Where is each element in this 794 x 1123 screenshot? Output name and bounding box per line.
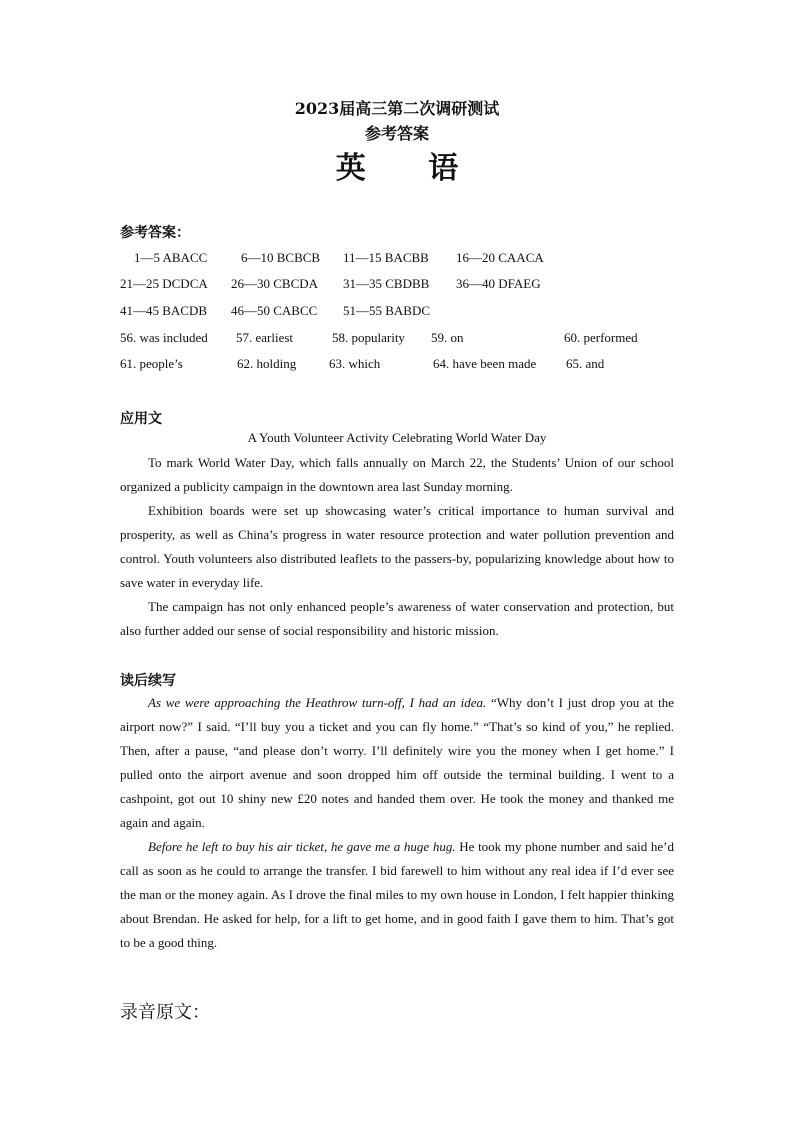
writing-heading: 应用文: [120, 411, 162, 427]
answer-item: 56. was included: [120, 330, 208, 345]
answer-item: 59. on: [431, 330, 464, 345]
answer-item: 62. holding: [237, 356, 297, 371]
writing-paragraph-1: To mark World Water Day, which falls annually on March 22, the Students’ Union of our school organized a publicity campaign in the downtown area last Sunday morning.: [120, 455, 674, 494]
answer-item: 64. have been made: [433, 356, 537, 371]
answer-group: 6—10 BCBCB: [241, 250, 321, 265]
subject-title: 英 语: [335, 151, 485, 186]
exam-title: 2023届高三第二次调研测试: [294, 99, 500, 118]
continuation-paragraph-2: [120, 835, 674, 955]
answer-group: 11—15 BACBB: [343, 250, 429, 265]
answer-group: 41—45 BACDB: [120, 303, 208, 318]
paragraph-text: “Why don’t I just drop you at the airport now?” I said. “I’ll buy you a ticket and you can fly home.” “That’s so kind of you,” he replied. Then, after a pause, “and please don’t worry. I’ll definitely wire you the money when I get home.” I pulled onto the airport avenue and soon dropped him off outside the terminal building. I went to a cashpoint, got out 10 shiny new £20 notes and handed them over. He took the money and thanked me again and again.: [120, 695, 675, 830]
answer-group: 21—25 DCDCA: [120, 276, 208, 291]
given-sentence: As we were approaching the Heathrow turn-off, I had an idea.: [148, 695, 487, 710]
essay-title: A Youth Volunteer Activity Celebrating World Water Day: [247, 430, 547, 445]
recording-transcript-heading: 录音原文：: [120, 1002, 210, 1023]
answer-group: 31—35 CBDBB: [343, 276, 430, 291]
paragraph-text: He took my phone number and said he’d call as soon as he could to arrange the transfer. I bid farewell to him without any real idea if I’d ever see the man or the money again. As I drove the final miles to my own house in London, I felt happier thinking about Brendan. He asked for help, for a lift to get home, and in good faith I gave them to him. That’s got to be a good thing.: [120, 839, 674, 950]
answer-item: 65. and: [566, 356, 605, 371]
writing-paragraph-3: The campaign has not only enhanced people’s awareness of water conservation and protection, but also further added our sense of social responsibility and historic mission.: [120, 599, 674, 638]
given-sentence: Before he left to buy his air ticket, he gave me a huge hug.: [148, 839, 456, 854]
answer-item: 63. which: [329, 356, 381, 371]
answer-group: 51—55 BABDC: [343, 303, 431, 318]
answer-group: 46—50 CABCC: [231, 303, 318, 318]
answer-item: 60. performed: [564, 330, 638, 345]
answer-group: 16—20 CAACA: [456, 250, 544, 265]
answer-item: 61. people’s: [120, 356, 183, 371]
answer-group: 1—5 ABACC: [134, 250, 208, 265]
answers-heading: 参考答案：: [120, 225, 190, 241]
answer-key-subtitle: 参考答案: [364, 124, 429, 143]
writing-paragraph-2: Exhibition boards were set up showcasing water’s critical importance to human survival and prosperity, as well as China’s progress in water resource protection and water pollution prevention and control. Youth volunteers also distributed leaflets to the passers-by, popularizing knowledge about how to save water in everyday life.: [120, 503, 674, 590]
continuation-paragraph-1: [120, 691, 674, 835]
answer-group: 36—40 DFAEG: [456, 276, 541, 291]
continuation-heading: 读后续写: [120, 673, 176, 689]
answer-item: 58. popularity: [332, 330, 405, 345]
answer-item: 57. earliest: [236, 330, 294, 345]
answer-group: 26—30 CBCDA: [231, 276, 319, 291]
